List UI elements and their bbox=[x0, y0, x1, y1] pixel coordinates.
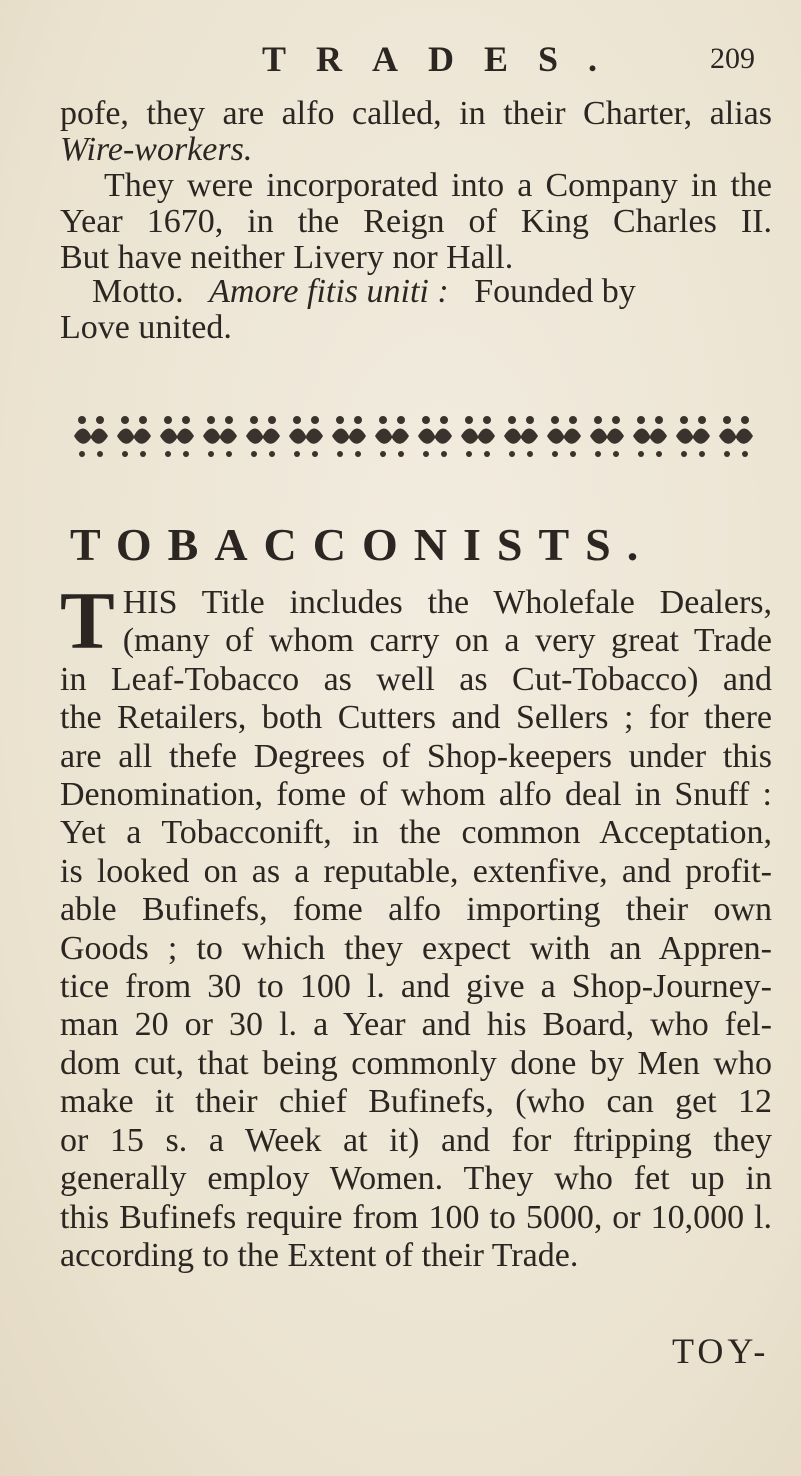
motto-line bbox=[60, 274, 772, 310]
body-line: the Retailers, both Cutters and Sellers ; for there bbox=[60, 699, 772, 737]
body-line: make it their chief Bufinefs, (who can get 12 bbox=[60, 1083, 772, 1121]
body-line: is looked on as a reputable, extenfive, and profit- bbox=[60, 852, 772, 890]
section-heading: TOBACCONISTS. bbox=[70, 519, 655, 570]
body-line: in Leaf-Tobacco as well as Cut-Tobacco) and bbox=[60, 660, 772, 698]
page-number: 209 bbox=[710, 42, 755, 75]
body-line: generally employ Women. They who fet up in bbox=[60, 1160, 772, 1198]
drop-cap: T bbox=[60, 575, 115, 666]
body-line: this Bufinefs require from 100 to 5000, or 10,000 l. bbox=[60, 1198, 772, 1236]
body-line: Goods ; to which they expect with an Appren- bbox=[60, 929, 772, 967]
tobacconists-paragraph bbox=[60, 575, 772, 1275]
motto bbox=[60, 274, 772, 346]
body-line: tice from 30 to 100 l. and give a Shop-Journey- bbox=[60, 968, 772, 1006]
body-line: dom cut, that being commonly done by Men who bbox=[60, 1044, 772, 1082]
running-title: TRADES. bbox=[262, 39, 628, 79]
motto-translation-cont: Love united. bbox=[60, 309, 232, 346]
body-line: or 15 s. a Week at it) and for ftripping they bbox=[60, 1121, 772, 1159]
body-line: Yet a Tobacconift, in the common Acceptation, bbox=[60, 814, 772, 852]
intro-line: They were incorporated into a Company in the bbox=[104, 167, 772, 204]
motto-latin: Amore fitis uniti : bbox=[209, 273, 449, 310]
catchword: TOY- bbox=[672, 1331, 770, 1371]
body-line: able Bufinefs, fome alfo importing their own bbox=[60, 891, 772, 929]
intro-line: Year 1670, in the Reign of King Charles II. bbox=[60, 203, 772, 240]
body-line: Denomination, fome of whom alfo deal in Snuff : bbox=[60, 776, 772, 814]
intro-paragraph bbox=[60, 96, 772, 276]
intro-line: Wire-workers. bbox=[60, 131, 253, 168]
fleuron-border-icon bbox=[70, 410, 770, 466]
intro-line: But have neither Livery nor Hall. bbox=[60, 239, 514, 276]
motto-translation: Founded by bbox=[474, 273, 636, 310]
body-line: man 20 or 30 l. a Year and his Board, who fel- bbox=[60, 1006, 772, 1044]
body-line: according to the Extent of their Trade. bbox=[60, 1236, 579, 1274]
running-head bbox=[0, 38, 801, 88]
motto-label: Motto. bbox=[92, 273, 184, 310]
body-line: HIS Title includes the Wholefale Dealers, bbox=[122, 584, 772, 621]
body-line: (many of whom carry on a very great Trade bbox=[122, 622, 772, 660]
intro-line: pofe, they are alfo called, in their Charter, alias bbox=[60, 95, 772, 132]
body-line: are all thefe Degrees of Shop-keepers under this bbox=[60, 737, 772, 775]
